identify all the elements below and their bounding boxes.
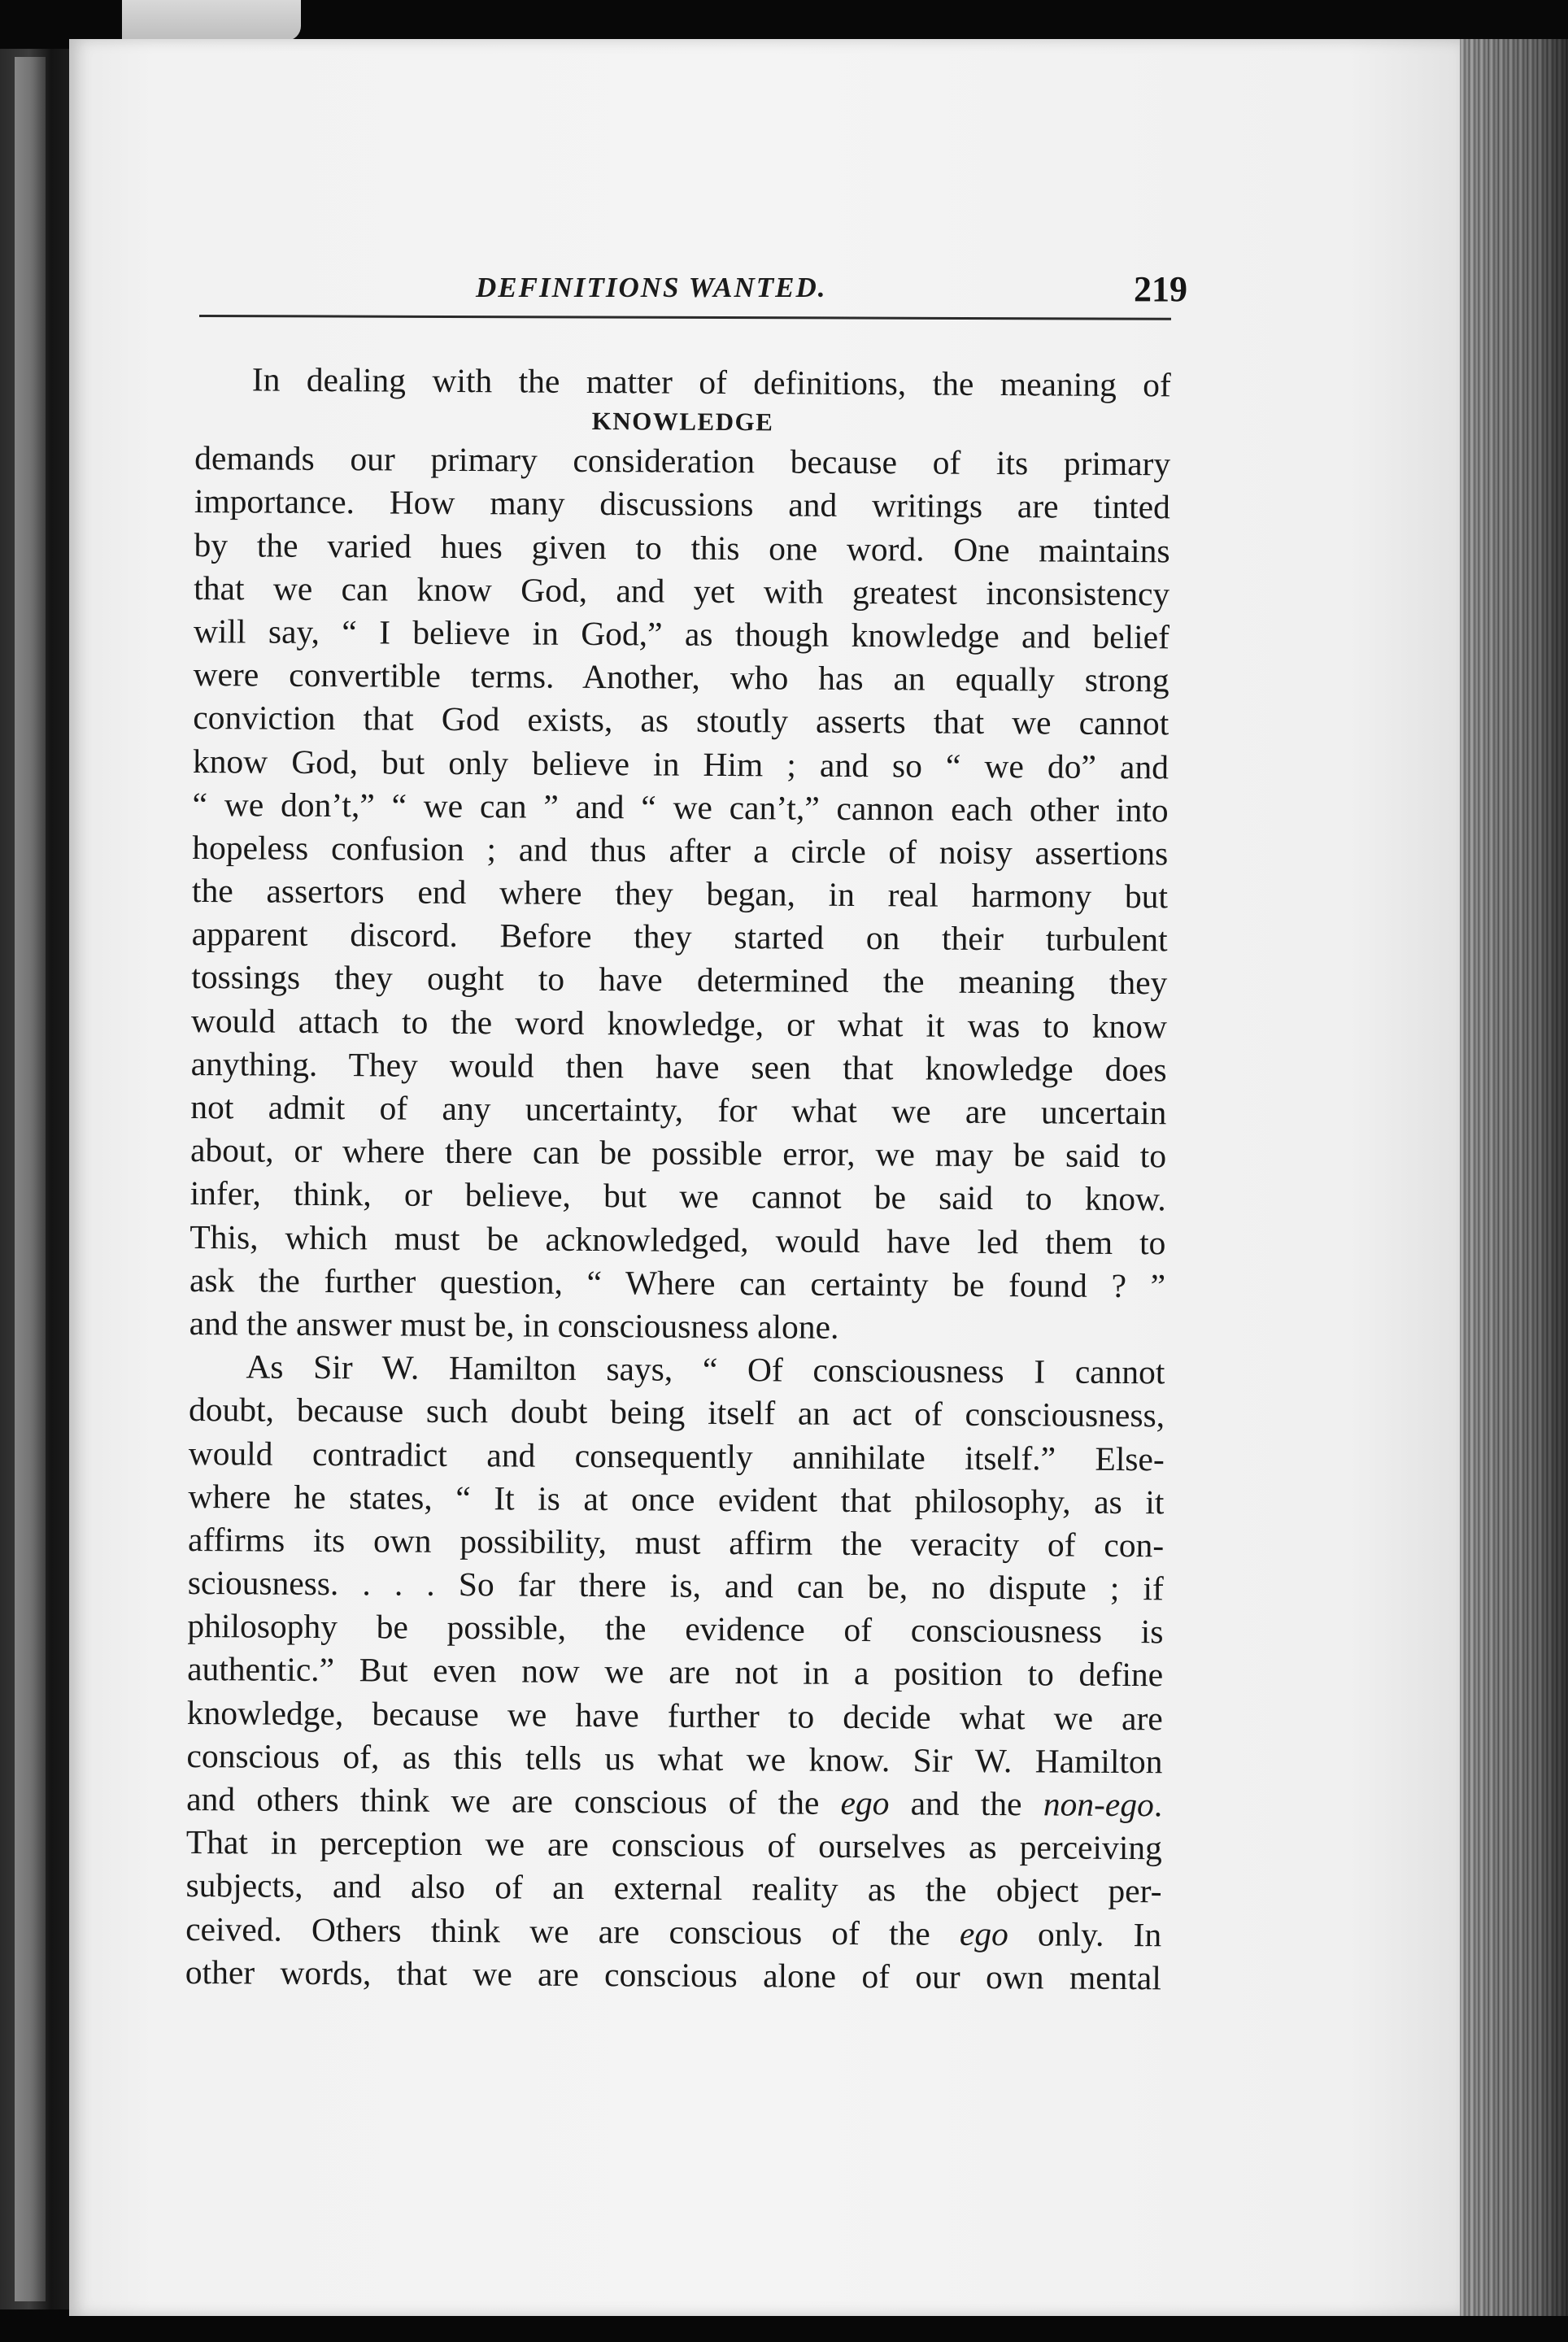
text-line: ceived. Others think we are conscious of the ego only. In [185,1909,1162,1953]
text-line: not admit of any uncertainty, for what we are uncertain [190,1087,1167,1132]
text-line: were convertible terms. Another, who has an equally strong [193,655,1169,699]
text-line: and others think we are conscious of the ego and the non-ego. [186,1779,1163,1824]
text-line: As Sir W. Hamilton says, “ Of consciousness I cannot [246,1347,1165,1391]
text-line: demands our primary consideration because of its primary [194,439,1171,483]
text-line: anything. They would then have seen that knowledge does [190,1044,1167,1089]
text-line: sciousness. . . . So far there is, and can be, no dispute ; if [187,1564,1164,1608]
left-page-edge [15,57,46,2301]
text-line: hopeless confusion ; and thus after a circle of noisy assertions [192,828,1169,873]
running-header [199,268,1187,317]
text-line: ask the further question, “ Where can certainty be found ? ” [189,1260,1166,1305]
text-line: other words, that we are conscious alone of our own mental [185,1952,1161,1997]
text-line: will say, “ I believe in God,” as though knowledge and belief [193,612,1170,656]
text-line: the assertors end where they began, in real harmony but [191,872,1169,916]
text-line: “ we don’t,” “ we can ” and “ we can’t,” cannon each other into [192,785,1169,829]
text-line: by the varied hues given to this one word. One maintains [194,525,1170,569]
text-line: and the answer must be, in consciousness alone. [189,1304,839,1346]
text-line: subjects, and also of an external reality as the object per- [185,1866,1162,1910]
text-line: would attach to the word knowledge, or what it was to know [190,1001,1168,1045]
text-line: conscious of, as this tells us what we know. Sir W. Hamilton [186,1736,1163,1781]
text-line: This, which must be acknowledged, would have led them to [189,1217,1166,1261]
text-line: where he states, “ It is at once evident that philosophy, as it [188,1477,1165,1521]
text-line: know God, but only believe in Him ; and so “ we do” and [192,742,1169,786]
text-line: would contradict and consequently annihilate itself.” Else- [188,1434,1165,1478]
running-title: DEFINITIONS WANTED. [476,272,827,303]
text-line: that we can know God, and yet with greatest inconsistency [194,568,1170,613]
text-line: In dealing with the matter of definitions, the meaning of [251,360,1171,404]
text-line: tossings they ought to have determined the meaning they [191,958,1168,1002]
text-line: apparent discord. Before they started on their turbulent [191,915,1168,959]
page-number: 219 [1134,269,1187,309]
text-line: affirms its own possibility, must affirm the veracity of con- [187,1520,1165,1565]
text-line: That in perception we are conscious of ourselves as perceiving [185,1823,1162,1867]
text-line: conviction that God exists, as stoutly asserts that we cannot [193,699,1169,742]
text-line: authentic.” But even now we are not in a position to define [187,1650,1164,1694]
right-edge-shadow [1460,39,1568,2316]
text-line: importance. How many discussions and writings are tinted [194,482,1171,526]
text-line: infer, think, or believe, but we cannot be said to know. [189,1174,1166,1218]
body-text [185,358,1171,2000]
section-heading: KNOWLEDGE [591,407,774,437]
text-line: doubt, because such doubt being itself an act of consciousness, [188,1391,1165,1434]
text-line: philosophy be possible, the evidence of consciousness is [187,1607,1164,1651]
torn-page-tab [122,0,301,41]
text-line: knowledge, because we have further to decide what we are [186,1693,1163,1737]
text-line: about, or where there can be possible error, we may be said to [189,1131,1167,1175]
